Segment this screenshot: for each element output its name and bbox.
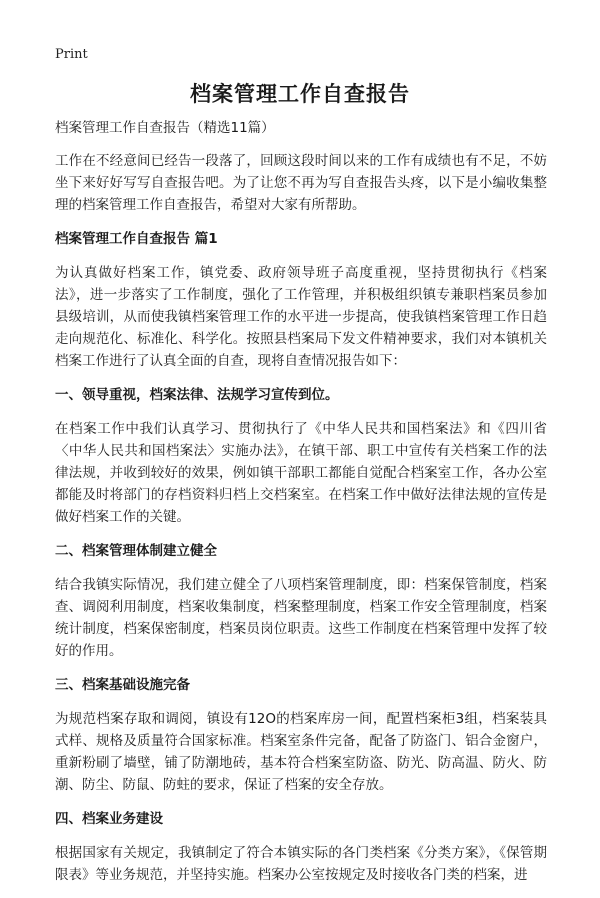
- section-heading-2: 二、档案管理体制建立健全: [55, 543, 217, 559]
- document-subtitle: 档案管理工作自查报告（精选11篇）: [55, 120, 275, 136]
- print-link[interactable]: Print: [55, 47, 88, 62]
- page-title: 档案管理工作自查报告: [190, 82, 410, 106]
- article-heading: 档案管理工作自查报告 篇1: [55, 231, 218, 247]
- section-heading-1: 一、领导重视，档案法律、法规学习宣传到位。: [55, 387, 339, 403]
- section-body-2: 结合我镇实际情况，我们建立健全了八项档案管理制度，即：档案保管制度，档案查、调阅利用制度，档案收集制度，档案整理制度，档案工作安全管理制度，档案统计制度，档案保密制度，档案员岗位职责。这些工作制度在档案管理中发挥了较好的作用。: [55, 577, 547, 659]
- section-body-4: 根据国家有关规定，我镇制定了符合本镇实际的各门类档案《分类方案》，《保管期限表》等业务规范，并坚持实施。档案办公室按规定及时接收各门类的档案，进: [55, 845, 547, 883]
- section-heading-4: 四、档案业务建设: [55, 811, 163, 827]
- section-heading-3: 三、档案基础设施完备: [55, 677, 190, 693]
- intro-paragraph: 工作在不经意间已经告一段落了，回顾这段时间以来的工作有成绩也有不足，不妨坐下来好好写写自查报告吧。为了让您不再为写自查报告头疼，以下是小编收集整理的档案管理工作自查报告，希望对大家有所帮助。: [55, 153, 547, 213]
- section-body-3: 为规范档案存取和调阅，镇设有12O的档案库房一间，配置档案柜3组，档案装具式样、规格及质量符合国家标准。档案室条件完备，配备了防盗门、铝合金窗户，重新粉刷了墙壁，铺了防潮地砖，基本符合档案室防盗、防光、防高温、防火、防潮、防尘、防鼠、防蛀的要求，保证了档案的安全存放。: [55, 711, 547, 793]
- article-intro-paragraph: 为认真做好档案工作，镇党委、政府领导班子高度重视，坚持贯彻执行《档案法》，进一步落实了工作制度，强化了工作管理，并积极组织镇专兼职档案员参加县级培训，从而使我镇档案管理工作的水平进一步提高，使我镇档案管理工作日趋走向规范化、标准化、科学化。按照县档案局下发文件精神要求，我们对本镇机关档案工作进行了认真全面的自查，现将自查情况报告如下：: [55, 265, 547, 369]
- section-body-1: 在档案工作中我们认真学习、贯彻执行了《中华人民共和国档案法》和《四川省〈中华人民共和国档案法〉实施办法》，在镇干部、职工中宣传有关档案工作的法律法规，并收到较好的效果，例如镇干部职工都能自觉配合档案室工作，各办公室都能及时将部门的存档资料归档上交档案室。在档案工作中做好法律法规的宣传是做好档案工作的关键。: [55, 421, 547, 525]
- document-body: [55, 118, 547, 898]
